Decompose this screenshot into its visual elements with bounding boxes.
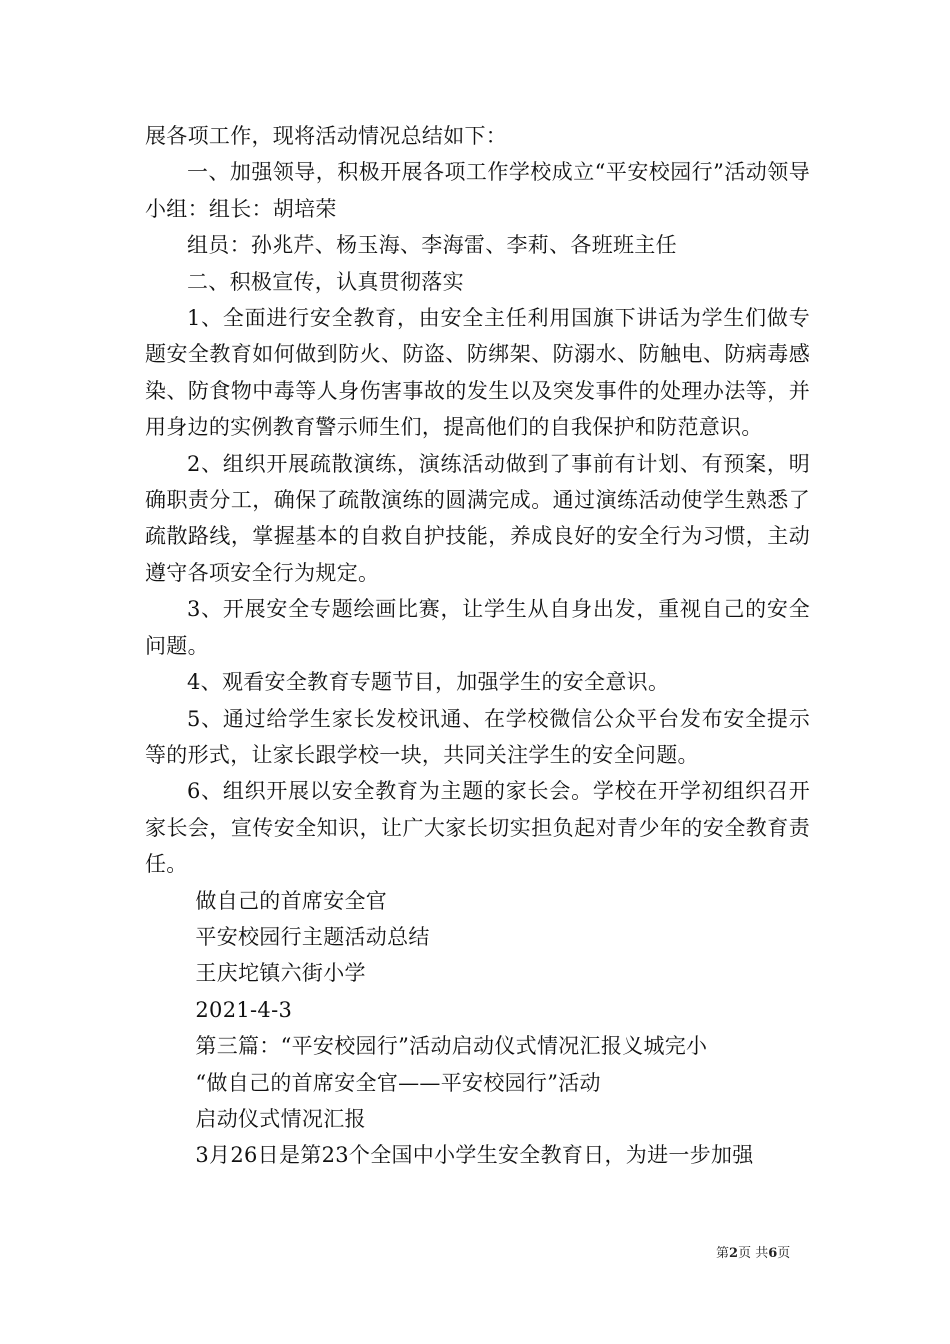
- paragraph: 一、加强领导，积极开展各项工作学校成立“平安校园行”活动领导小组：组长：胡培荣: [145, 160, 810, 221]
- closing-line: 3月26日是第23个全国中小学生安全教育日，为进一步加强: [195, 1143, 754, 1168]
- paragraph: 5、通过给学生家长发校讯通、在学校微信公众平台发布安全提示等的形式，让家长跟学校一块，共同关注学生的安全问题。: [145, 706, 810, 767]
- footer-prefix: 第: [716, 1246, 730, 1261]
- closing-line: 王庆坨镇六街小学: [195, 961, 366, 986]
- page-footer: [716, 1246, 790, 1262]
- paragraph: 4、观看安全教育专题节目，加强学生的安全意识。: [187, 670, 670, 695]
- paragraph: 3、开展安全专题绘画比赛，让学生从自身出发，重视自己的安全问题。: [145, 597, 810, 658]
- footer-suffix: 页: [777, 1246, 791, 1261]
- paragraph: 展各项工作，现将活动情况总结如下：: [145, 124, 508, 148]
- closing-line: 平安校园行主题活动总结: [195, 924, 430, 949]
- closing-line: “做自己的首席安全官——平安校园行”活动: [195, 1070, 601, 1095]
- paragraph: 组员：孙兆芹、杨玉海、李海雷、李莉、各班班主任: [187, 233, 677, 258]
- paragraph: 2、组织开展疏散演练，演练活动做到了事前有计划、有预案，明确职责分工，确保了疏散演练的圆满完成。通过演练活动使学生熟悉了疏散路线，掌握基本的自救自护技能，养成良好的安全行为习惯，主动遵守各项安全行为规定。: [145, 451, 810, 585]
- total-pages-number: 6: [768, 1246, 778, 1261]
- closing-line: 第三篇：“平安校园行”活动启动仪式情况汇报义城完小: [195, 1034, 708, 1059]
- closing-line: 2021-4-3: [195, 997, 293, 1022]
- document-body: [145, 118, 810, 1174]
- closing-line: 启动仪式情况汇报: [195, 1106, 366, 1131]
- paragraph: 1、全面进行安全教育，由安全主任利用国旗下讲话为学生们做专题安全教育如何做到防火、防盗、防绑架、防溺水、防触电、防病毒感染、防食物中毒等人身伤害事故的发生以及突发事件的处理办法等，并用身边的实例教育警示师生们，提高他们的自我保护和防范意识。: [145, 306, 810, 440]
- paragraph: 二、积极宣传，认真贯彻落实: [187, 269, 464, 294]
- paragraph: 6、组织开展以安全教育为主题的家长会。学校在开学初组织召开家长会，宣传安全知识，让广大家长切实担负起对青少年的安全教育责任。: [145, 779, 810, 877]
- footer-middle: 页 共: [738, 1246, 769, 1261]
- current-page-number: 2: [729, 1246, 739, 1261]
- closing-line: 做自己的首席安全官: [195, 888, 388, 913]
